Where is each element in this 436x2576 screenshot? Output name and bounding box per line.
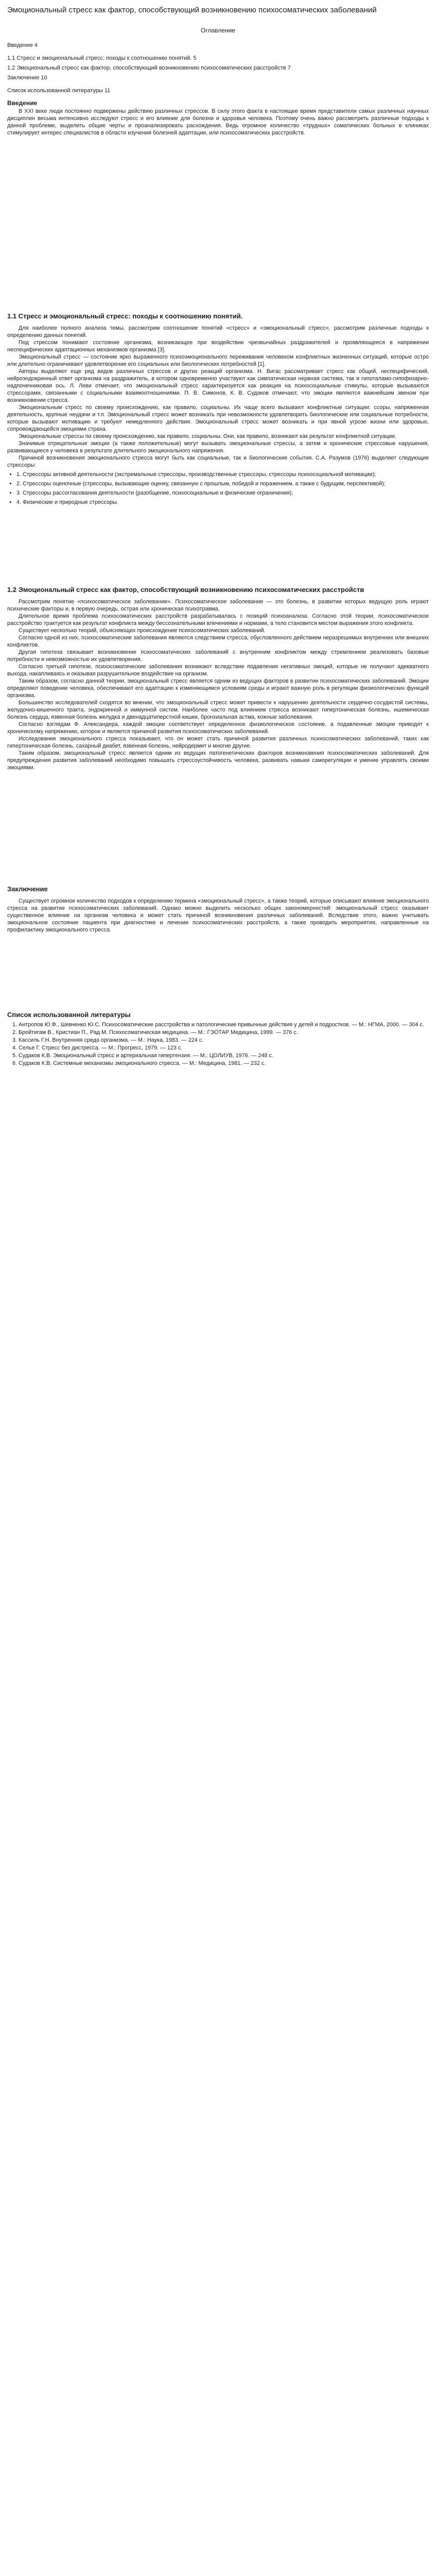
paragraph: Согласно одной из них, психосоматические заболевания являются следствием стресса, обусловленного действием неразрешимых внутренних или внешних конфликтов. bbox=[7, 635, 429, 648]
toc-item[interactable]: 1.1 Стресс и эмоциональный стресс: походы к соотношению понятий. 5 bbox=[7, 55, 197, 61]
paragraph: Эмоциональные стрессы по своему происхождению, как правило, социальны. Они, как правило, возникают как результат конфликтной ситуации. bbox=[19, 433, 396, 439]
paragraph: Согласно взглядам Ф. Александера, каждой эмоции соответствует определенное физиологическое состояние, а подавленные эмоции приводят к хроническому напряжению, которое и является причиной развития психосоматических заболеваний. bbox=[7, 721, 429, 735]
page-break-space bbox=[7, 137, 429, 312]
bibliography-item: 5. Судаков К.В. Эмоциональный стресс и артериальная гипертензия. — М.: ЦОЛИУВ, 1976. — 248 с. bbox=[19, 1053, 429, 1059]
section-2-body bbox=[7, 598, 429, 771]
conclusion-heading: Заключение bbox=[7, 885, 48, 893]
page-break-space bbox=[7, 934, 429, 1011]
paragraph: Для наиболее полного анализа темы, рассмотрим соотношение понятий «стресс» и «эмоциональный стресс», рассмотрим различные подходы к определению данных понятий. bbox=[7, 325, 429, 338]
paragraph: Рассмотрим понятие «психосоматическое заболевание». Психосоматическое заболевание — это болезнь, в развитии которых ведущую роль играют психические факторы и, в первую очередь, острая или хроническая психотравма. bbox=[7, 599, 429, 612]
bibliography-list bbox=[7, 1022, 429, 1067]
bibliography-item: 3. Кассиль Г.Н. Внутренняя среда организма. — М.: Наука, 1983. — 224 с. bbox=[19, 1037, 429, 1044]
section-2-heading: 1.2 Эмоциональный стресс как фактор, способствующий возникновению психосоматических расстройств bbox=[7, 586, 364, 594]
toc-heading: Оглавление bbox=[201, 27, 235, 34]
section-1-body bbox=[7, 325, 429, 469]
paragraph: Таким образом, согласно данной теории, эмоциональный стресс является одним из ведущих факторов в развитии психосоматических заболеваний. Эмоции определяют поведение человека, обеспечивают его адаптацию к изменяющимся условиям среды и играют важную роль в регуляции физиологических функций организма. bbox=[7, 678, 429, 699]
paragraph: Значимые отрицательные эмоции (а также положительные) могут вызывать эмоциональные стрессы, а затем и хронические стрессовые нарушения, развивающиеся у человека в результате длительного эмоционального напряжения. bbox=[7, 440, 429, 454]
bibliography-item: 1. Антропов Ю.Ф., Шевченко Ю.С. Психосоматические расстройства и патологические привычные действия у детей и подростков. — М.: НГМА, 2000. — 304 с. bbox=[19, 1022, 429, 1028]
paragraph: Причиной возникновения эмоционального стресса могут быть как социальные, так и биологические события. С.А. Разумов (1976) выделяет следующие стрессоры: bbox=[7, 455, 429, 468]
paragraph: Согласно третьей гипотезе, психосоматические заболевания возникают вследствие подавления негативных эмоций, которые не получают адекватного выхода, накапливаясь и оказывая разрушительное воздействие на организм. bbox=[7, 664, 429, 677]
paragraph: Авторы выделяют еще ряд видов различных стрессов и других реакций организма. Н. Вигас рассматривает стресс как общий, неспецифический, нейроэндокринный ответ организма на раздражитель, в котором одновременно участвуют как симпатическая нервная система, так и гипоталамо-гипофизарно-надпочечниковая ось. Л. Леви отмечает, что эмоциональный стресс характеризуется как реакция на психосоциальные стимулы, которые вызываются стрессорами, связанными с социальными взаимоотношениями. П. В. Симонов, К. В. Судаков отмечают, что эмоции являются важнейшим звеном при возникновении стресса. bbox=[7, 368, 429, 403]
bibliography-item: 2. Бройтигам В., Кристиан П., Рад М. Психосоматическая медицина. — М.: ГЭОТАР Медицина, 1999. — 376 с. bbox=[19, 1029, 429, 1036]
section-1-heading: 1.1 Стресс и эмоциональный стресс: походы к соотношению понятий. bbox=[7, 312, 243, 320]
page-break-space bbox=[7, 771, 429, 885]
intro-text: В XXI веке люди постоянно подвержены действию различных стрессов. В силу этого факта в настоящее время представители самых различных научных дисциплин весьма интенсивно исследуют стресс и его влияние для болезни и здоровья человека. Поэтому очень важно рассмотреть различные подходы к данной проблеме, выделить общие черты и проанализировать расхождения. Ведь огромное количество «трудных» соматических больных в клиниках стимулирует интерес специалистов в области изучения болезней адаптации, или психосоматических расстройств. bbox=[7, 108, 429, 136]
list-item: • 4. Физические и природные стрессоры. bbox=[16, 499, 429, 506]
paragraph: Эмоциональным стресс по своему происхождению, как правило, социальны. Их чаще всего вызывают конфликтные ситуации: ссоры, напряженная деятельность, крупные неудачи и т.п. Эмоциональный стресс может возникать при невозможности удовлетворить биологические или социальные потребности, которые вызывают мотивацию и требуют немедленного действия. Эмоциональный стресс может возникать и при явной угрозе жизни или здоровью, сопровождающейся эмоциями страха. bbox=[7, 404, 429, 432]
paragraph: Эмоциональный стресс — состояние ярко выраженного психоэмоционального переживания человеком конфликтных жизненных ситуаций, которые остро или длительно ограничивают удовлетворение его социальных или биологических потребностей [1]. bbox=[7, 354, 429, 367]
toc-item[interactable]: Список использованной литературы 11 bbox=[7, 88, 111, 94]
stressor-list bbox=[7, 471, 429, 506]
bibliography-heading: Список использованной литературы bbox=[7, 1011, 131, 1019]
paragraph: Другая гипотеза связывает возникновение психосоматических заболеваний с внутренним конфликтом между стремлением реализовать базовые потребности и невозможностью их удовлетворения. bbox=[7, 649, 429, 663]
toc-item[interactable]: Заключение 10 bbox=[7, 75, 47, 81]
toc-item[interactable]: 1.2 Эмоциональный стресс как фактор, способствующий возникновению психосоматических расстройств 7 bbox=[7, 65, 291, 71]
list-item: • 3. Стрессоры рассогласования деятельности (разобщение, психосоциальные и физические ограничения); bbox=[16, 489, 429, 497]
paragraph: Под стрессом понимают состояние организма, возникающее при воздействии чрезвычайных раздражителей и проявляющееся в напряжении неспецифических адаптационных механизмов организма [3]. bbox=[7, 340, 429, 353]
paragraph: Длительное время проблема психосоматических расстройств разрабатывалась с позиций психоанализа. Согласно этой теории, психосоматическое расстройство трактуется как результат конфликта между бессознательными влечениями и нормами, а тело становится местом выражения этого конфликта. bbox=[7, 613, 429, 626]
conclusion-text: Существует огромное количество подходов к определению термина «эмоциональный стресс», а также теорий, которые описывают влияние эмоционального стресса на развитие психосоматических заболеваний. Однако можно выделить несколько общих закономерностей: эмоциональный стресс оказывает существенное влияние на организм человека и может стать причиной возникновения различных заболеваний. Вследствие этого, важно учитывать эмоциональное состояние пациента при диагностике и лечении психосоматических расстройств, а также проводить мероприятия, направленные на профилактику эмоционального стресса. bbox=[7, 898, 429, 933]
intro-heading: Введение bbox=[7, 99, 38, 107]
paragraph: Существует несколько теорий, объясняющих происхождение психосоматических заболеваний. bbox=[19, 628, 266, 634]
bibliography-item: 6. Судаков К.В. Системные механизмы эмоционального стресса. — М.: Медицина, 1981. — 232 с. bbox=[19, 1060, 429, 1067]
paragraph: Таким образом, эмоциональный стресс является одним из ведущих патогенетических факторов возникновения психосоматических заболеваний. Для предупреждения развития заболеваний необходимо повышать стрессоустойчивость человека, развивать навыки саморегуляции и умение управлять своими эмоциями. bbox=[7, 750, 429, 771]
toc-item[interactable]: Введение 4 bbox=[7, 42, 38, 48]
page-break-space bbox=[7, 508, 429, 585]
list-item: • 2. Стрессоры оценочные (стрессоры, вызывающие оценку, связанную с прошлым, победой и поражением, а также с будущим, перспективой); bbox=[16, 480, 429, 487]
toc-list bbox=[7, 41, 429, 95]
paragraph: Большинство исследователей сходятся во мнении, что эмоциональный стресс может привести к нарушению деятельности сердечно-сосудистой системы, желудочно-кишечного тракта, эндокринной и иммунной систем. Наиболее часто под влиянием стресса возникают гипертоническая болезнь, ишемическая болезнь сердца, язвенная болезнь желудка и двенадцатиперстной кишки, бронхиальная астма, кожные заболевания. bbox=[7, 700, 429, 720]
paragraph: Исследования эмоционального стресса показывают, что он может стать причиной развития различных психосоматических заболеваний, таких как гипертоническая болезнь, сахарный диабет, язвенная болезнь, нейродермит и многие другие. bbox=[7, 736, 429, 749]
bibliography-item: 4. Селье Г. Стресс без дистресса. — М.: Прогресс, 1979. — 123 с. bbox=[19, 1045, 429, 1052]
document-title: Эмоциональный стресс как фактор, способствующий возникновению психосоматических заболеваний bbox=[7, 6, 377, 14]
list-item: • 1. Стрессоры активной деятельности (экстремальные стрессоры, производственные стрессоры, стрессоры психосоциальной мотивации); bbox=[16, 471, 429, 478]
document-page bbox=[0, 0, 436, 1089]
